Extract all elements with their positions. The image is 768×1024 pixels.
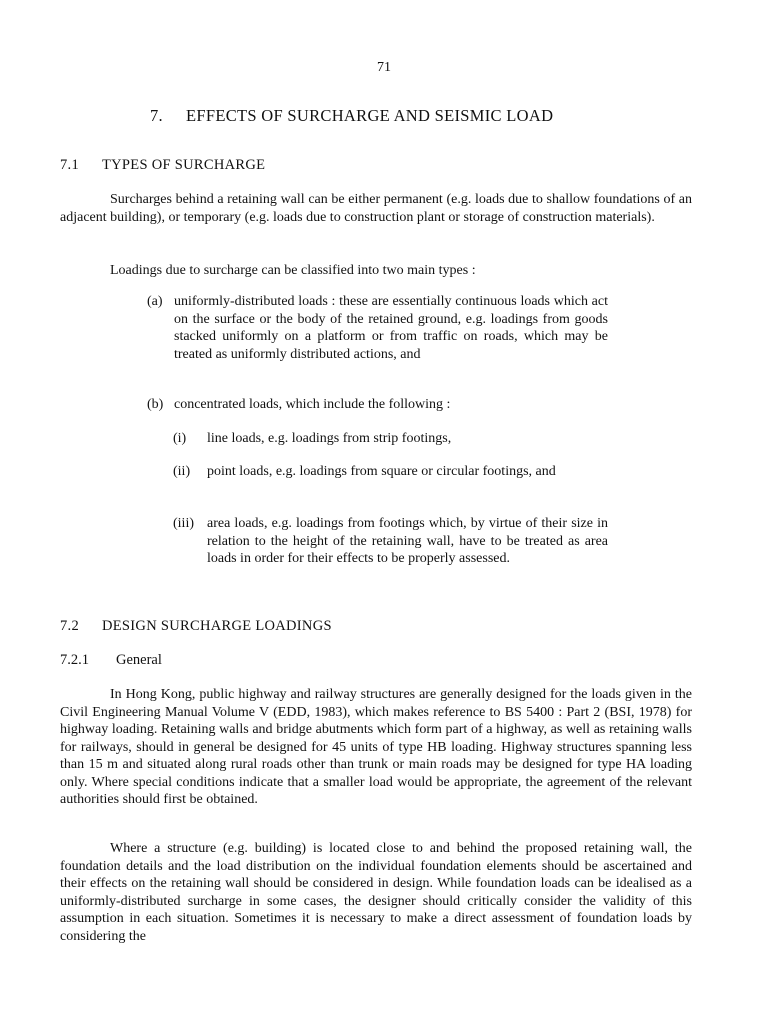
section-number: 7.1 (60, 157, 80, 173)
list-text: concentrated loads, which include the following : (174, 397, 451, 412)
list-item-ii (173, 463, 608, 481)
page-number: 71 (377, 60, 391, 75)
paragraph-foundation-loads: Where a structure (e.g. building) is located close to and behind the proposed retaining wall, the foundation details and the load distribution on the individual foundation elements should be ascertained and their effects on the retaining wall should be considered in design. While foundation loads can be idealised as a uniformly-distributed surcharge in some cases, the designer should critically consider the validity of this assumption in each situation. Sometimes it is necessary to make a direct assessment of foundation loads by considering the (60, 841, 692, 944)
subsection-title: General (116, 652, 162, 668)
list-text: point loads, e.g. loadings from square or circular footings, and (207, 464, 556, 479)
list-item-a (147, 293, 608, 363)
section-heading-7-2 (60, 618, 332, 635)
subsection-number: 7.2.1 (60, 652, 89, 668)
paragraph-classification: Loadings due to surcharge can be classified into two main types : (110, 263, 476, 278)
list-label: (b) (147, 397, 164, 412)
section-title: TYPES OF SURCHARGE (102, 157, 266, 173)
section-title: DESIGN SURCHARGE LOADINGS (102, 618, 332, 634)
list-text: uniformly-distributed loads : these are essentially continuous loads which act on the surface or the body of the retained ground, e.g. loadings from goods stacked uniformly on a platform or from traffic on roads, which may be treated as uniformly distributed actions, and (174, 294, 608, 362)
list-label: (i) (173, 431, 187, 446)
list-item-b (147, 396, 608, 414)
list-item-i (173, 430, 608, 448)
section-heading-7-1 (60, 157, 265, 174)
list-text: area loads, e.g. loadings from footings which, by virtue of their size in relation to the height of the retaining wall, have to be treated as area loads in order for their effects to be properly assessed. (207, 516, 608, 566)
paragraph-surcharge-intro: Surcharges behind a retaining wall can be either permanent (e.g. loads due to shallow foundations of an adjacent building), or temporary (e.g. loads due to construction plant or storage of construction materials). (60, 192, 692, 225)
chapter-heading (150, 106, 553, 126)
chapter-number: 7. (150, 106, 163, 125)
list-text: line loads, e.g. loadings from strip footings, (207, 431, 452, 446)
chapter-title: EFFECTS OF SURCHARGE AND SEISMIC LOAD (186, 106, 554, 125)
paragraph-hong-kong-loads: In Hong Kong, public highway and railway structures are generally designed for the loads given in the Civil Engineering Manual Volume V (EDD, 1983), which makes reference to BS 5400 : Part 2 (BSI, 1978) for highway loading. Retaining walls and bridge abutments which form part of a highway, as well as retaining walls for railways, should in general be designed for 45 units of type HB loading. Highway structures spanning less than 15 m and situated along rural roads other than trunk or main roads may be designed for type HA loading only. Where special conditions indicate that a smaller load would be appropriate, the agreement of the relevant authorities should first be obtained. (60, 687, 692, 807)
list-item-iii (173, 515, 608, 568)
subsection-heading-7-2-1 (60, 652, 162, 669)
section-number: 7.2 (60, 618, 80, 634)
list-label: (iii) (173, 516, 194, 531)
list-label: (ii) (173, 464, 191, 479)
list-label: (a) (147, 294, 163, 309)
